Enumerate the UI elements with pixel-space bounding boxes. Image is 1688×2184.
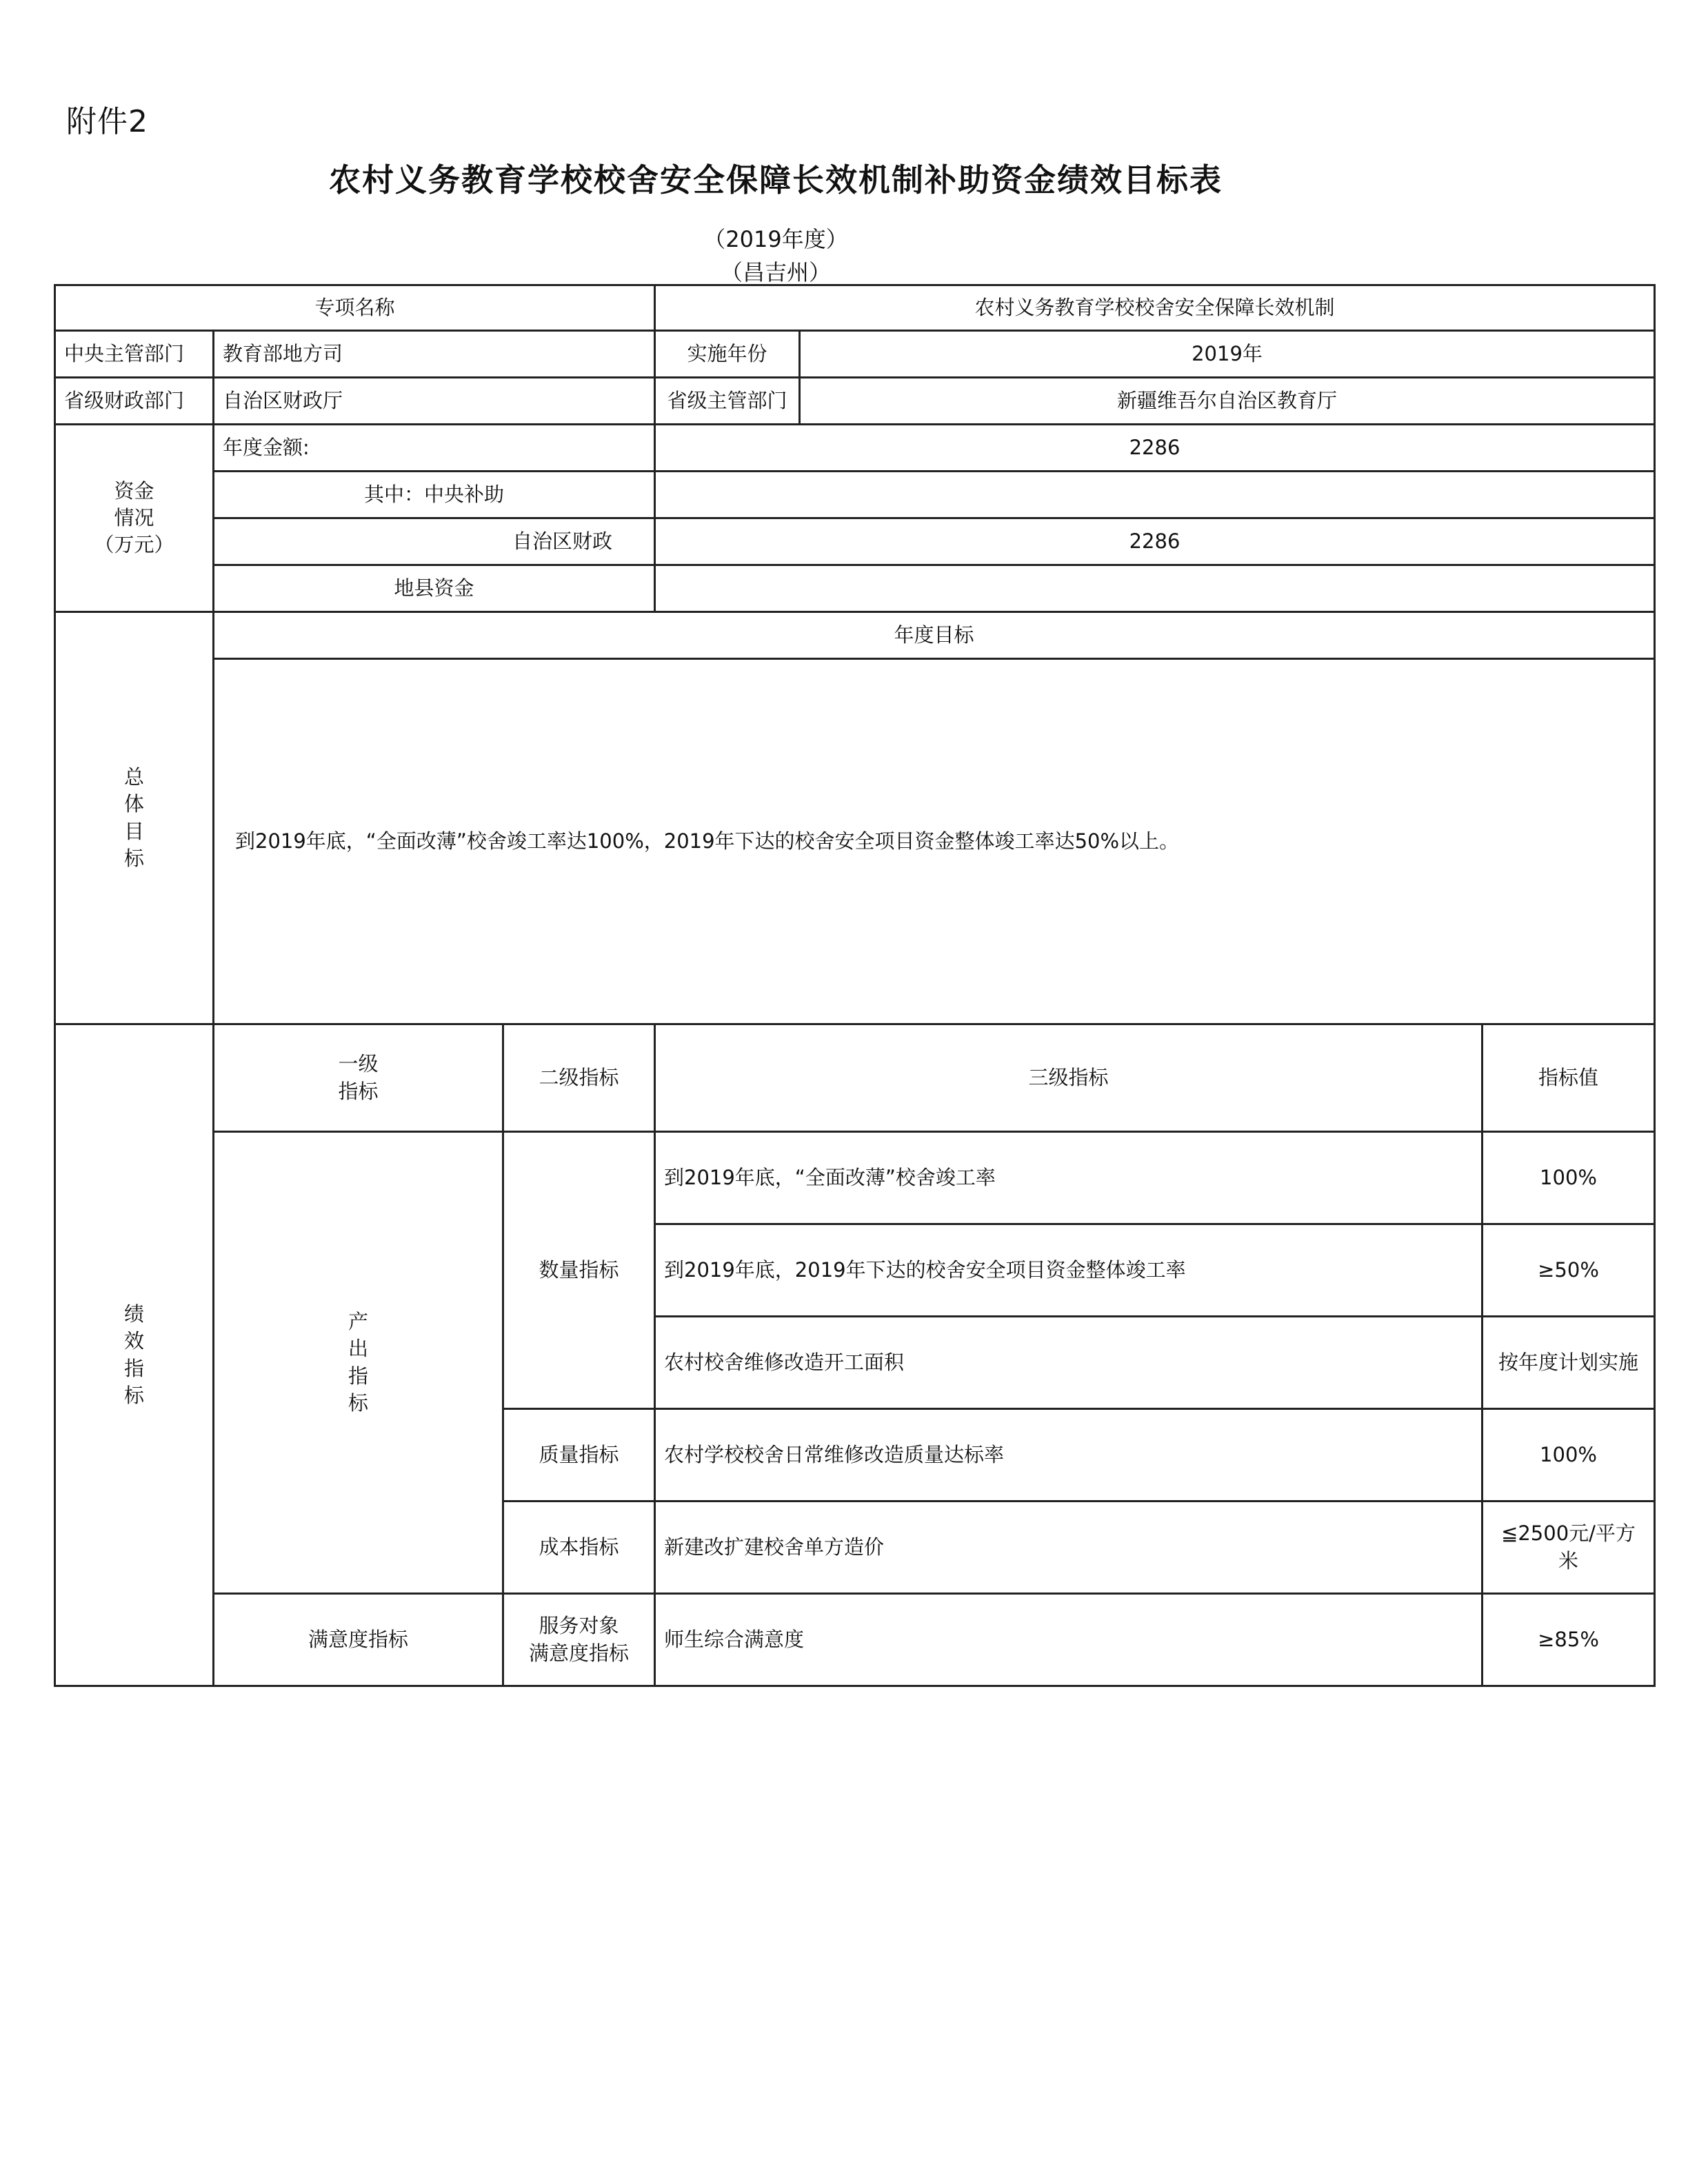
funds-section-label: 资金 情况 （万元） [55,425,214,612]
document-title: 农村义务教育学校校舍安全保障长效机制补助资金绩效目标表 [329,161,1223,199]
indicator-row-5: 新建改扩建校舍单方造价 [655,1502,1483,1594]
indicator-row-6: 师生综合满意度 [655,1594,1483,1686]
col-level3-header: 三级指标 [655,1024,1483,1132]
funds-local-value [655,565,1655,612]
document-year: （2019年度） [703,226,848,252]
prov-dept-value: 新疆维吾尔自治区教育厅 [800,378,1655,425]
attachment-label: 附件2 [66,104,148,139]
indicator-value-5: ≦2500元/平方米 [1483,1502,1655,1594]
project-name-value: 农村义务教育学校校舍安全保障长效机制 [655,285,1655,331]
col-value-header: 指标值 [1483,1024,1655,1132]
document-region: （昌吉州） [720,259,831,285]
output-indicator-label: 产 出 指 标 [214,1132,503,1594]
funds-annual-label: 年度金额: [214,425,655,472]
satisfaction-indicator-label: 满意度指标 [214,1594,503,1686]
funds-region-value: 2286 [655,518,1655,565]
indicator-row-4: 农村学校校舍日常维修改造质量达标率 [655,1409,1483,1502]
central-dept-label: 中央主管部门 [55,331,214,378]
service-satisfaction-label: 服务对象 满意度指标 [503,1594,655,1686]
cost-indicator-label: 成本指标 [503,1502,655,1594]
col-level1-header: 一级 指标 [214,1024,503,1132]
indicator-value-3: 按年度计划实施 [1483,1317,1655,1409]
quality-indicator-label: 质量指标 [503,1409,655,1502]
quantity-indicator-label: 数量指标 [503,1132,655,1409]
prov-finance-label: 省级财政部门 [55,378,214,425]
performance-section-label: 绩 效 指 标 [55,1024,214,1686]
project-name-label: 专项名称 [55,285,655,331]
indicator-row-1: 到2019年底，“全面改薄”校舍竣工率 [655,1132,1483,1224]
funds-central-value [655,472,1655,518]
funds-local-label: 地县资金 [214,565,655,612]
indicator-value-4: 100% [1483,1409,1655,1502]
indicator-value-6: ≥85% [1483,1594,1655,1686]
goal-text: 到2019年底，“全面改薄”校舍竣工率达100%，2019年下达的校舍安全项目资金整体竣工率达50%以上。 [214,659,1655,1024]
central-dept-value: 教育部地方司 [214,331,655,378]
impl-year-value: 2019年 [800,331,1655,378]
indicator-row-3: 农村校舍维修改造开工面积 [655,1317,1483,1409]
funds-central-label: 其中：中央补助 [214,472,655,518]
performance-target-table [54,284,1656,1687]
prov-finance-value: 自治区财政厅 [214,378,655,425]
col-level2-header: 二级指标 [503,1024,655,1132]
goal-section-label: 总 体 目 标 [55,612,214,1024]
prov-dept-label: 省级主管部门 [655,378,800,425]
impl-year-label: 实施年份 [655,331,800,378]
indicator-value-1: 100% [1483,1132,1655,1224]
funds-annual-value: 2286 [655,425,1655,472]
funds-region-label: 自治区财政 [214,518,655,565]
indicator-row-2: 到2019年底，2019年下达的校舍安全项目资金整体竣工率 [655,1224,1483,1317]
indicator-value-2: ≥50% [1483,1224,1655,1317]
goal-header: 年度目标 [214,612,1655,659]
